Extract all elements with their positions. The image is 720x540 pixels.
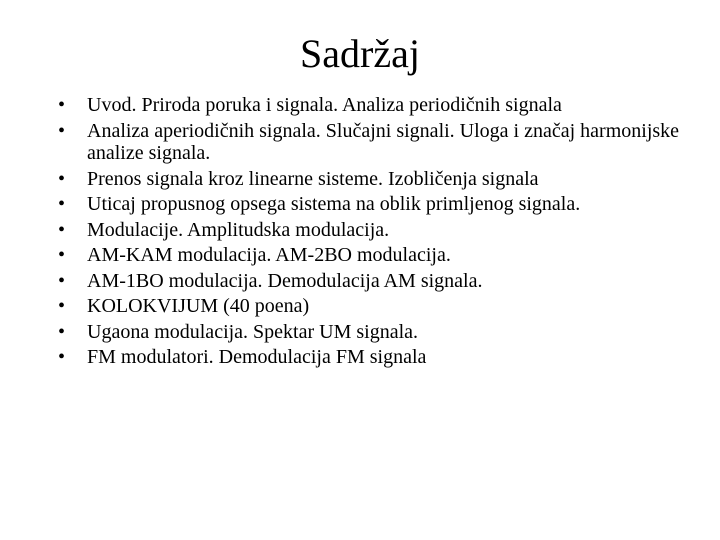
bullet-icon: • [58, 244, 66, 266]
bullet-item-8 [58, 295, 698, 318]
bullet-text: Prenos signala kroz linearne sisteme. Izobličenja signala [87, 167, 539, 190]
bullet-icon: • [58, 167, 66, 190]
bullet-icon: • [58, 119, 66, 142]
bullet-icon: • [58, 295, 66, 317]
slide-title: Sadržaj [300, 31, 420, 76]
bullet-item-10 [58, 346, 698, 369]
bullet-item-7 [58, 270, 698, 293]
bullet-icon: • [58, 193, 66, 215]
bullet-item-4 [58, 193, 698, 216]
bullet-item-6 [58, 244, 698, 267]
bullet-icon: • [58, 346, 66, 368]
content-bullet-list [58, 94, 698, 372]
bullet-text: Uvod. Priroda poruka i signala. Analiza periodičnih signala [87, 94, 562, 116]
bullet-item-2 [58, 120, 698, 165]
bullet-text: Analiza aperiodičnih signala. Slučajni signali. Uloga i značaj harmonijske analize signala. [87, 119, 680, 164]
bullet-text: AM-KAM modulacija. AM-2BO modulacija. [87, 244, 451, 266]
bullet-icon: • [58, 320, 66, 343]
bullet-text: Modulacije. Amplitudska modulacija. [87, 218, 390, 241]
bullet-item-3 [58, 168, 698, 191]
bullet-text: Ugaona modulacija. Spektar UM signala. [87, 320, 419, 343]
bullet-icon: • [58, 94, 66, 116]
bullet-text: KOLOKVIJUM (40 poena) [87, 295, 310, 317]
bullet-text: FM modulatori. Demodulacija FM signala [87, 346, 427, 368]
bullet-item-9 [58, 321, 698, 344]
bullet-icon: • [58, 218, 66, 241]
bullet-text: AM-1BO modulacija. Demodulacija AM signala. [87, 269, 483, 292]
bullet-item-1 [58, 94, 698, 117]
bullet-item-5 [58, 219, 698, 242]
bullet-icon: • [58, 269, 66, 292]
bullet-text: Uticaj propusnog opsega sistema na oblik primljenog signala. [87, 193, 581, 215]
